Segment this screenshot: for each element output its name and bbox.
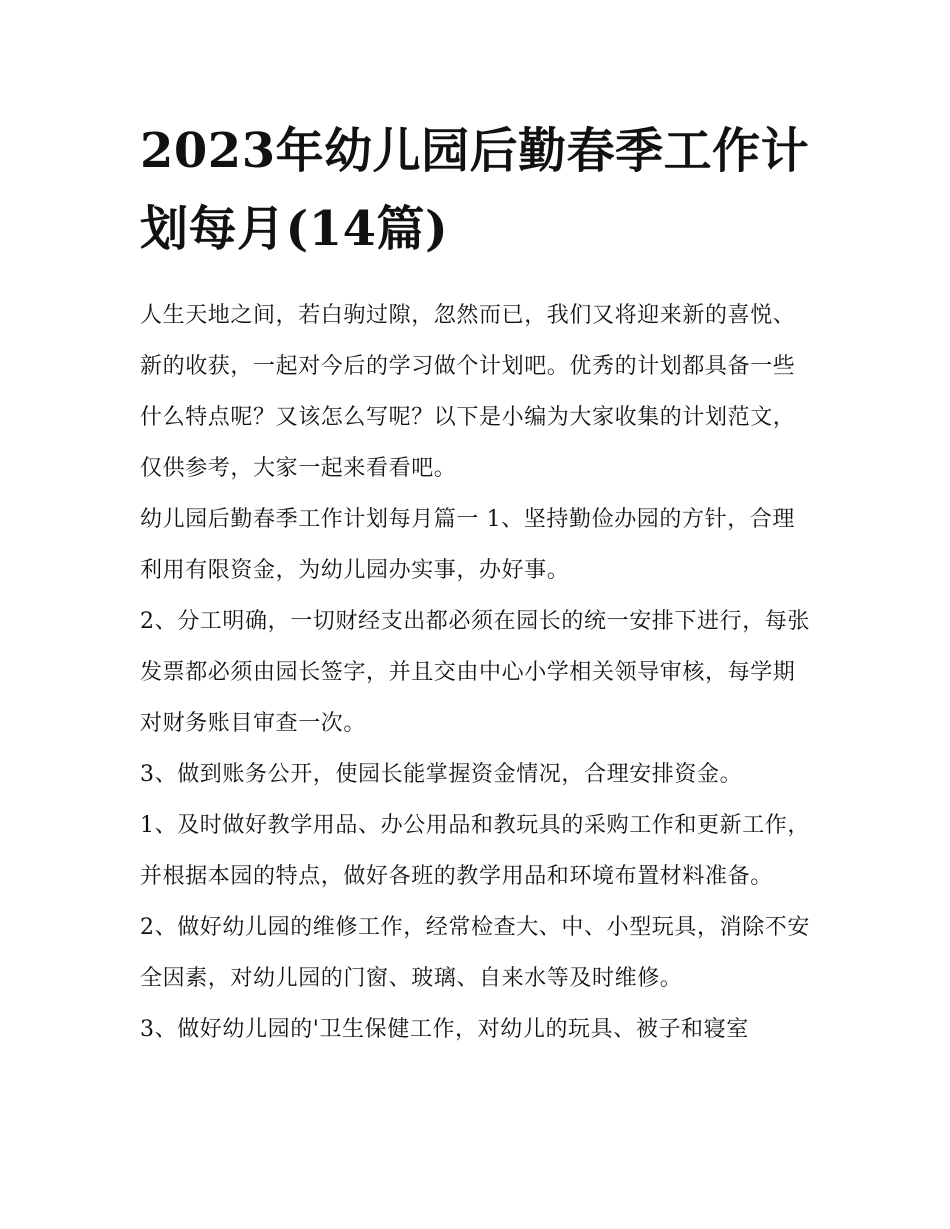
plan-paragraph-3: 3、做到账务公开，使园长能掌握资金情况，合理安排资金。 (140, 762, 743, 787)
document-page (140, 112, 815, 1055)
plan-paragraph-1: 幼儿园后勤春季工作计划每月篇一 1、坚持勤俭办园的方针，合理利用有限资金，为幼儿园办实事，办好事。 (140, 507, 795, 583)
plan-paragraph-6: 3、做好幼儿园的'卫生保健工作，对幼儿的玩具、被子和寝室 (140, 1017, 749, 1042)
document-title: 2023年幼儿园后勤春季工作计划每月(14篇) (140, 123, 810, 257)
plan-paragraph-4: 1、及时做好教学用品、办公用品和教玩具的采购工作和更新工作，并根据本园的特点，做好各班的教学用品和环境布置材料准备。 (140, 813, 810, 889)
intro-paragraph: 人生天地之间，若白驹过隙，忽然而已，我们又将迎来新的喜悦、新的收获，一起对今后的学习做个计划吧。优秀的计划都具备一些什么特点呢？又该怎么写呢？以下是小编为大家收集的计划范文，仅供参考，大家一起来看看吧。 (140, 303, 796, 481)
plan-paragraph-5: 2、做好幼儿园的维修工作，经常检查大、中、小型玩具，消除不安全因素，对幼儿园的门窗、玻璃、自来水等及时维修。 (140, 915, 810, 991)
plan-paragraph-2: 2、分工明确，一切财经支出都必须在园长的统一安排下进行，每张发票都必须由园长签字，并且交由中心小学相关领导审核，每学期对财务账目审查一次。 (140, 609, 810, 736)
